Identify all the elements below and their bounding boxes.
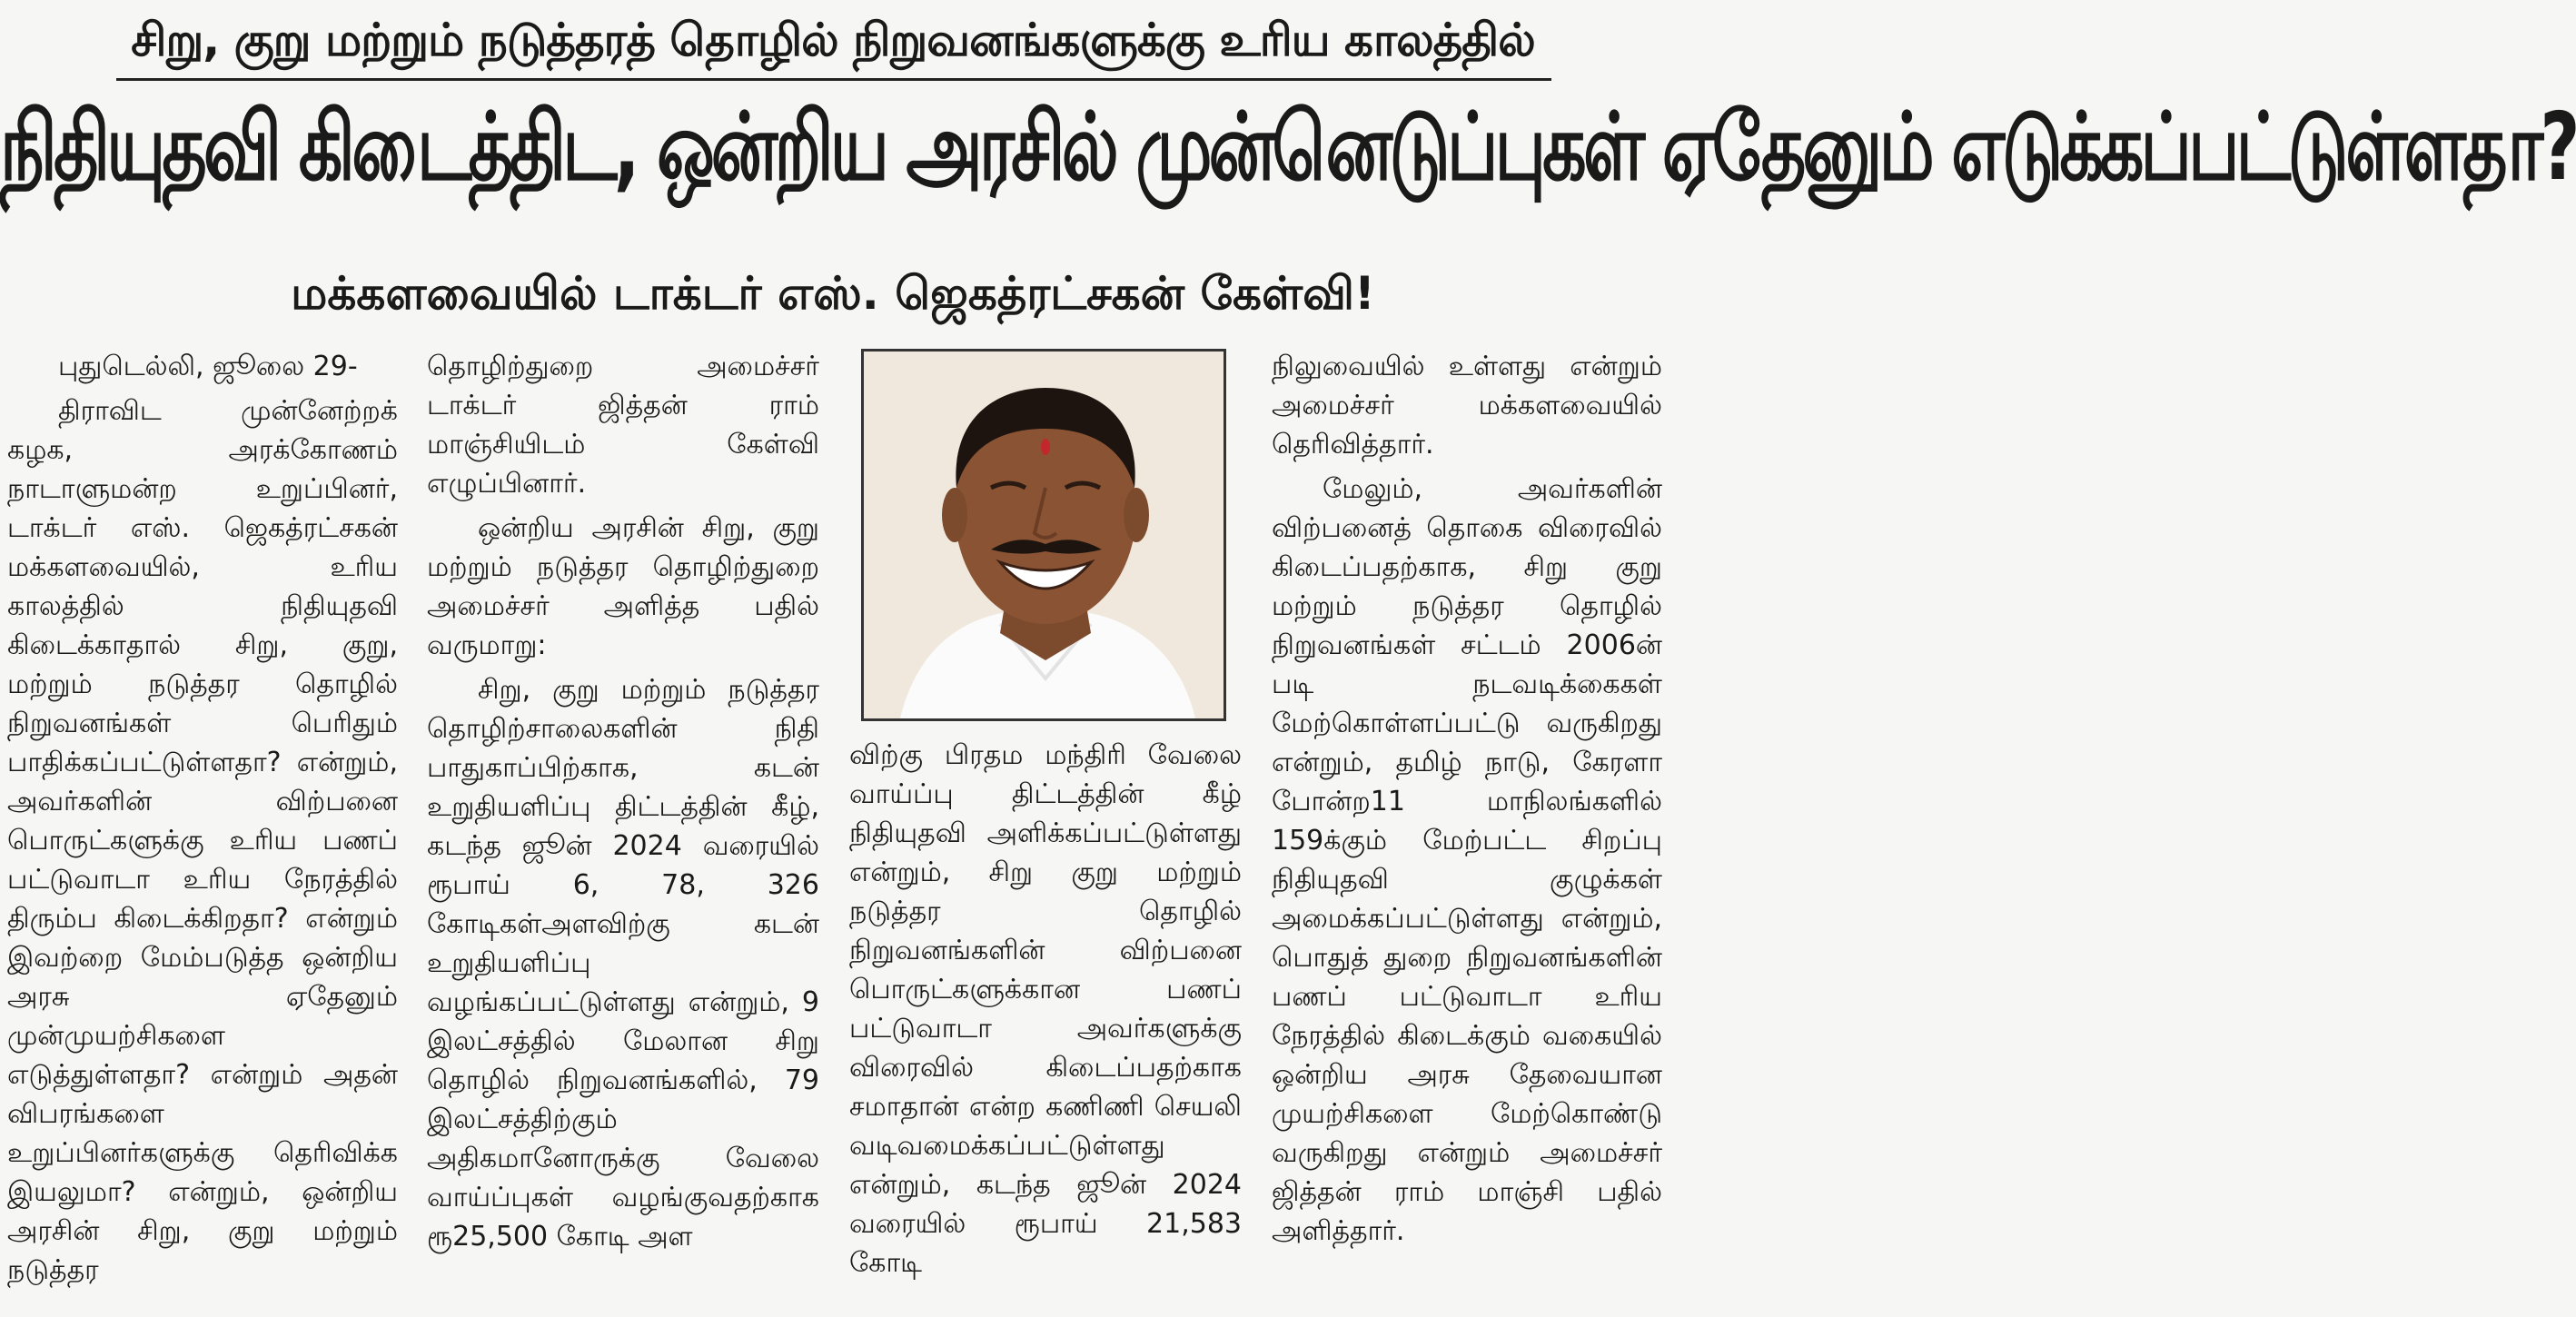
portrait-photo-icon — [864, 352, 1224, 718]
article-column-1 — [7, 347, 398, 1290]
paragraph: சிறு, குறு மற்றும் நடுத்தர தொழிற்சாலைகளின் நிதி பாதுகாப்பிற்காக, கடன் உறுதியளிப்பு திட்டத்தின் கீழ், கடந்த ஜூன் 2024 வரையில் ரூபாய் 6, 78, 326 கோடிகள்அளவிற்கு கடன் உறுதியளிப்பு வழங்கப்பட்டுள்ளது என்றும், 9 இலட்சத்தில் மேலான சிறு தொழில் நிறுவனங்களில், 79 இலட்சத்திற்கும் அதிகமானோருக்கு வேலை வாய்ப்புகள் வழங்குவதற்காக ரூ25,500 கோடி அள — [427, 674, 819, 1253]
paragraph: ஒன்றிய அரசின் சிறு, குறு மற்றும் நடுத்தர தொழிற்துறை அமைச்சர் அளித்த பதில் வருமாறு: — [427, 512, 819, 661]
paragraph: நிலுவையில் உள்ளது என்றும் அமைச்சர் மக்களவையில் தெரிவித்தார். — [1272, 351, 1662, 460]
portrait-photo — [861, 349, 1226, 721]
dateline: புதுடெல்லி, ஜூலை 29- — [58, 351, 358, 382]
paragraph: திராவிட முன்னேற்றக் கழக, அரக்கோணம் நாடாளுமன்ற உறுப்பினர், டாக்டர் எஸ். ஜெகத்ரட்சகன் மக்களவையில், உரிய காலத்தில் நிதியுதவி கிடைக்காதால் சிறு, குறு, மற்றும் நடுத்தர தொழில் நிறுவனங்கள் பெரிதும் பாதிக்கப்பட்டுள்ளதா? என்றும், அவர்களின் விற்பனை பொருட்களுக்கு உரிய பணப் பட்டுவாடா உரிய நேரத்தில் திரும்ப கிடைக்கிறதா? என்றும் இவற்றை மேம்படுத்த ஒன்றிய அரசு ஏதேனும் முன்முயற்சிகளை எடுத்துள்ளதா? என்றும் அதன் விபரங்களை உறுப்பினர்களுக்கு தெரிவிக்க இயலுமா? என்றும், ஒன்றிய அரசின் சிறு, குறு மற்றும் நடுத்தர — [7, 395, 398, 1286]
paragraph: விற்கு பிரதம மந்திரி வேலை வாய்ப்பு திட்டத்தின் கீழ் நிதியுதவி அளிக்கப்பட்டுள்ளது என்றும், சிறு குறு மற்றும் நடுத்தர தொழில் நிறுவனங்களின் விற்பனை பொருட்களுக்கான பணப் பட்டுவாடா அவர்களுக்கு விரைவில் கிடைப்பதற்காக சமாதான் என்ற கணிணி செயலி வடிவமைக்கப்பட்டுள்ளது என்றும், கடந்த ஜூன் 2024 வரையில் ரூபாய் 21,583 கோடி — [849, 739, 1242, 1279]
paragraph: மேலும், அவர்களின் விற்பனைத் தொகை விரைவில் கிடைப்பதற்காக, சிறு குறு மற்றும் நடுத்தர தொழில் நிறுவனங்கள் சட்டம் 2006ன் படி நடவடிக்கைகள் மேற்கொள்ளப்பட்டு வருகிறது என்றும், தமிழ் நாடு, கேரளா போன்ற11 மாநிலங்களில் 159க்கும் மேற்பட்ட சிறப்பு நிதியுதவி குழுக்கள் அமைக்கப்பட்டுள்ளது என்றும், பொதுத் துறை நிறுவனங்களின் பணப் பட்டுவாடா உரிய நேரத்தில் கிடைக்கும் வகையில் ஒன்றிய அரசு தேவையான முயற்சிகளை மேற்கொண்டு வருகிறது என்றும் அமைச்சர் ஜித்தன் ராம் மாஞ்சி பதில் அளித்தார். — [1272, 473, 1662, 1247]
main-headline: நிதியுதவி கிடைத்திட, ஒன்றிய அரசில் முன்னெடுப்புகள் ஏதேனும் எடுக்கப்பட்டுள்ளதா? — [0, 92, 2576, 202]
article-column-2 — [427, 347, 819, 1256]
article-column-4 — [1272, 347, 1662, 1251]
paragraph: தொழிற்துறை அமைச்சர் டாக்டர் ஜித்தன் ராம் மாஞ்சியிடம் கேள்வி எழுப்பினார். — [427, 351, 819, 500]
article-column-3 — [849, 736, 1242, 1282]
kicker-headline: சிறு, குறு மற்றும் நடுத்தரத் தொழில் நிறுவனங்களுக்கு உரிய காலத்தில் — [131, 14, 1535, 66]
sub-headline: மக்களவையில் டாக்டர் எஸ். ஜெகத்ரட்சகன் கேள்வி! — [291, 267, 1375, 320]
